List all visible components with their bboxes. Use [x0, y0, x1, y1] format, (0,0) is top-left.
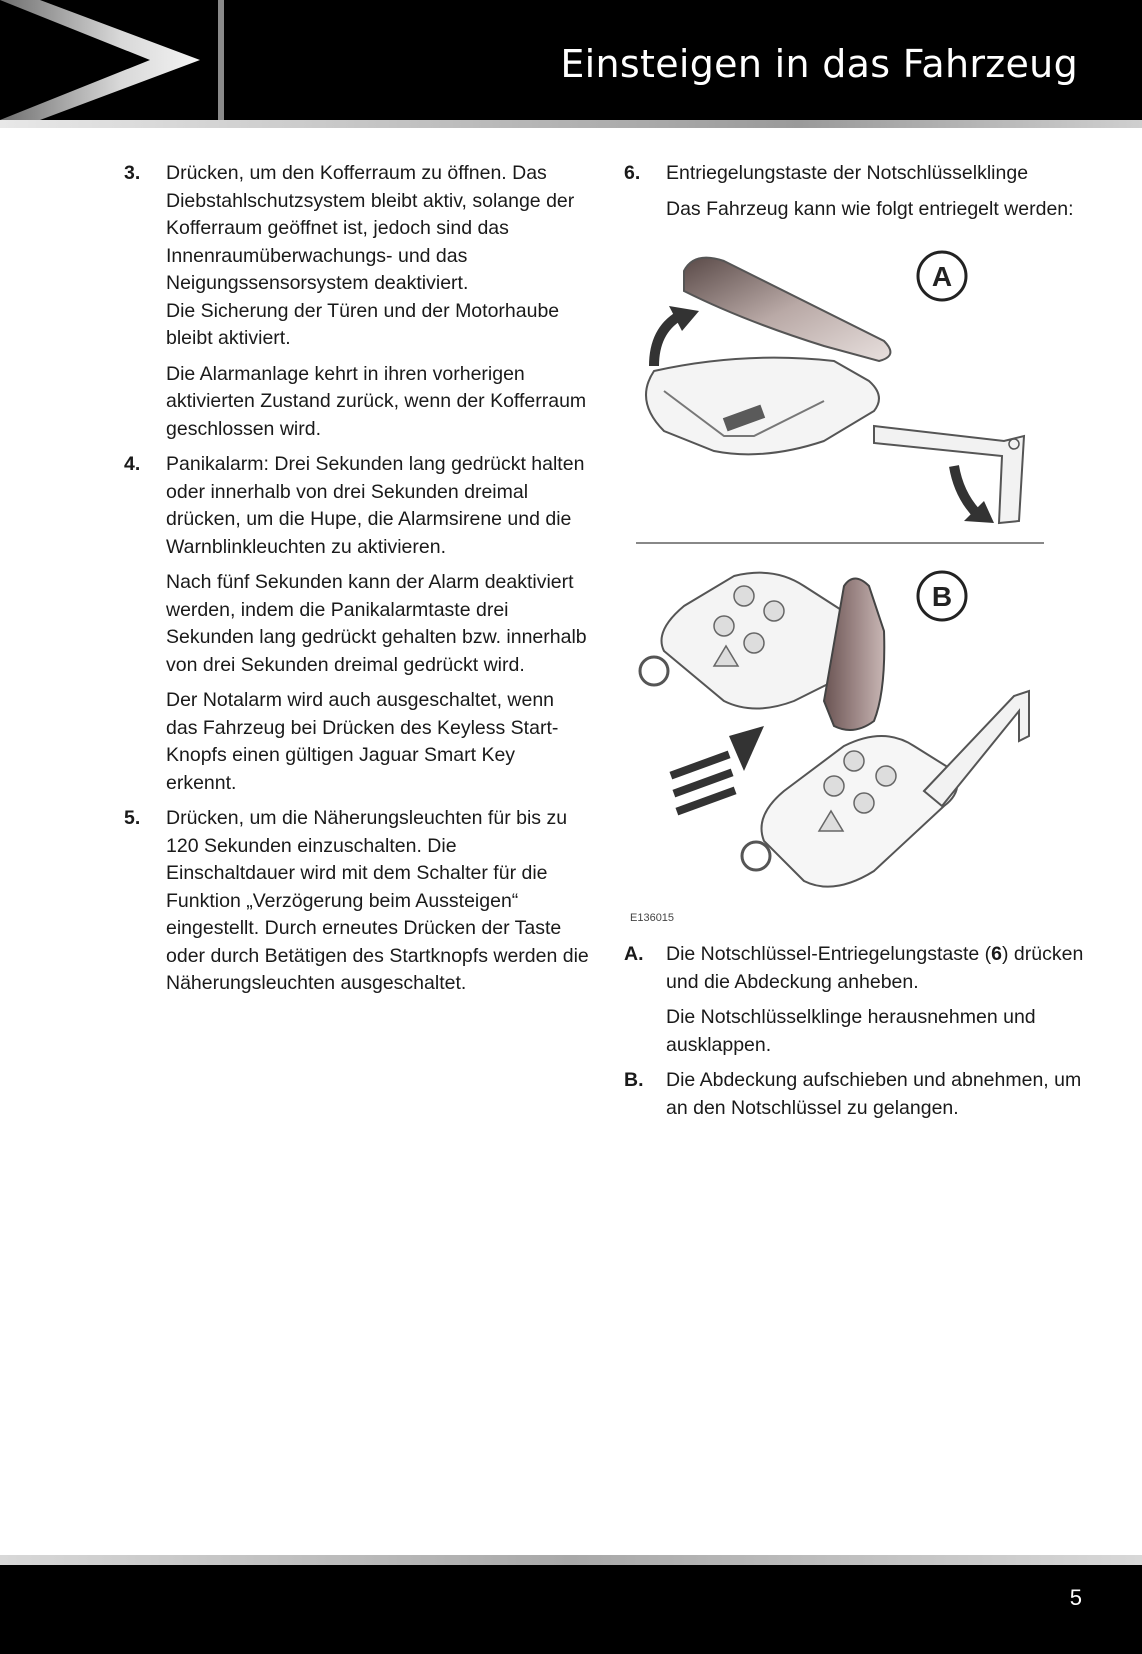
step-b	[624, 1067, 1084, 1122]
key-body-open	[646, 358, 879, 455]
list-item-6	[624, 160, 1084, 223]
figure-code: E136015	[630, 912, 675, 924]
step-text	[666, 941, 1084, 996]
step-text-part: ) drücken und die Abdeckung anheben.	[666, 943, 1084, 993]
smart-key-diagram	[624, 231, 1080, 931]
fold-arrow-icon	[954, 466, 979, 516]
item-paragraph: Nach fünf Sekunden kann der Alarm deaktiviert werden, indem die Panikalarmtaste drei Sekunden lang gedrückt gehalten bzw. innerhalb von drei Sekunden dreimal gedrückt wird.	[166, 571, 587, 676]
item-paragraph: Drücken, um den Kofferraum zu öffnen. Das Diebstahlschutzsystem bleibt aktiv, solange der Kofferraum geöffnet ist, jedoch sind das Innenraumüberwachungs- und das Neigungssensorsystem deaktiviert.	[166, 162, 575, 294]
page-number: 5	[1069, 1585, 1082, 1610]
key-cover-sliding	[824, 579, 884, 731]
step-reference: 6	[991, 943, 1003, 965]
item-paragraph: Die Sicherung der Türen und der Motorhaube bleibt aktiviert.	[166, 299, 560, 349]
step-text: Die Abdeckung aufschieben und abnehmen, um an den Notschlüssel zu gelangen.	[666, 1069, 1082, 1119]
item-paragraph: Der Notalarm wird auch ausgeschaltet, wenn das Fahrzeug bei Drücken des Keyless Start-Knopfs einen gültigen Jaguar Smart Key erkennt.	[166, 689, 559, 794]
item-number: 6.	[624, 162, 641, 184]
label-a: A	[931, 261, 953, 292]
item-paragraph: Die Alarmanlage kehrt in ihren vorherigen aktivierten Zustand zurück, wenn der Kofferraum geschlossen wird.	[166, 362, 587, 440]
list-item-5	[124, 805, 590, 998]
emergency-key-blade	[874, 426, 1024, 523]
label-b: B	[931, 581, 953, 612]
item-number: 4.	[124, 453, 141, 475]
item-subtitle: Das Fahrzeug kann wie folgt entriegelt werden:	[666, 197, 1074, 220]
step-a-illustration	[646, 252, 1024, 523]
step-letter: B.	[624, 1069, 644, 1091]
right-column	[624, 160, 1084, 1130]
step-b-illustration	[640, 572, 1029, 887]
left-column	[124, 160, 590, 1006]
item-paragraph: Panikalarm: Drei Sekunden lang gedrückt halten oder innerhalb von drei Sekunden dreimal drücken, um die Hupe, die Alarmsirene und die Warnblinkleuchten zu aktivieren.	[166, 453, 585, 558]
emergency-key-blade-extended	[924, 691, 1029, 806]
list-item-3	[124, 160, 590, 443]
key-illustration	[624, 231, 1080, 931]
footer-divider	[0, 1555, 1142, 1565]
step-a	[624, 941, 1084, 1059]
header-chevron-graphic	[0, 0, 230, 120]
header-divider	[0, 120, 1142, 128]
page-title: Einsteigen in das Fahrzeug	[560, 42, 1078, 86]
step-letter: A.	[624, 943, 644, 965]
push-arrow-icon	[729, 726, 764, 771]
item-title: Entriegelungstaste der Notschlüsselklinge	[666, 162, 1029, 184]
item-number: 3.	[124, 162, 141, 184]
key-cover-lifted	[684, 258, 890, 361]
list-item-4	[124, 451, 590, 797]
step-extra: Die Notschlüsselklinge herausnehmen und ausklappen.	[666, 1006, 1036, 1056]
step-text-part: Die Notschlüssel-Entriegelungstaste (	[666, 943, 992, 965]
page-footer	[0, 1565, 1142, 1654]
page-header	[0, 0, 1142, 120]
item-paragraph: Drücken, um die Näherungsleuchten für bis zu 120 Sekunden einzuschalten. Die Einschaltdauer wird mit dem Schalter für die Funktion „Verzögerung beim Aussteigen“ eingestellt. Durch erneutes Drücken der Taste oder durch Betätigen des Startknopfs werden die Näherungsleuchten ausgeschaltet.	[166, 807, 589, 994]
lift-arrow-icon	[654, 316, 679, 366]
item-number: 5.	[124, 807, 141, 829]
